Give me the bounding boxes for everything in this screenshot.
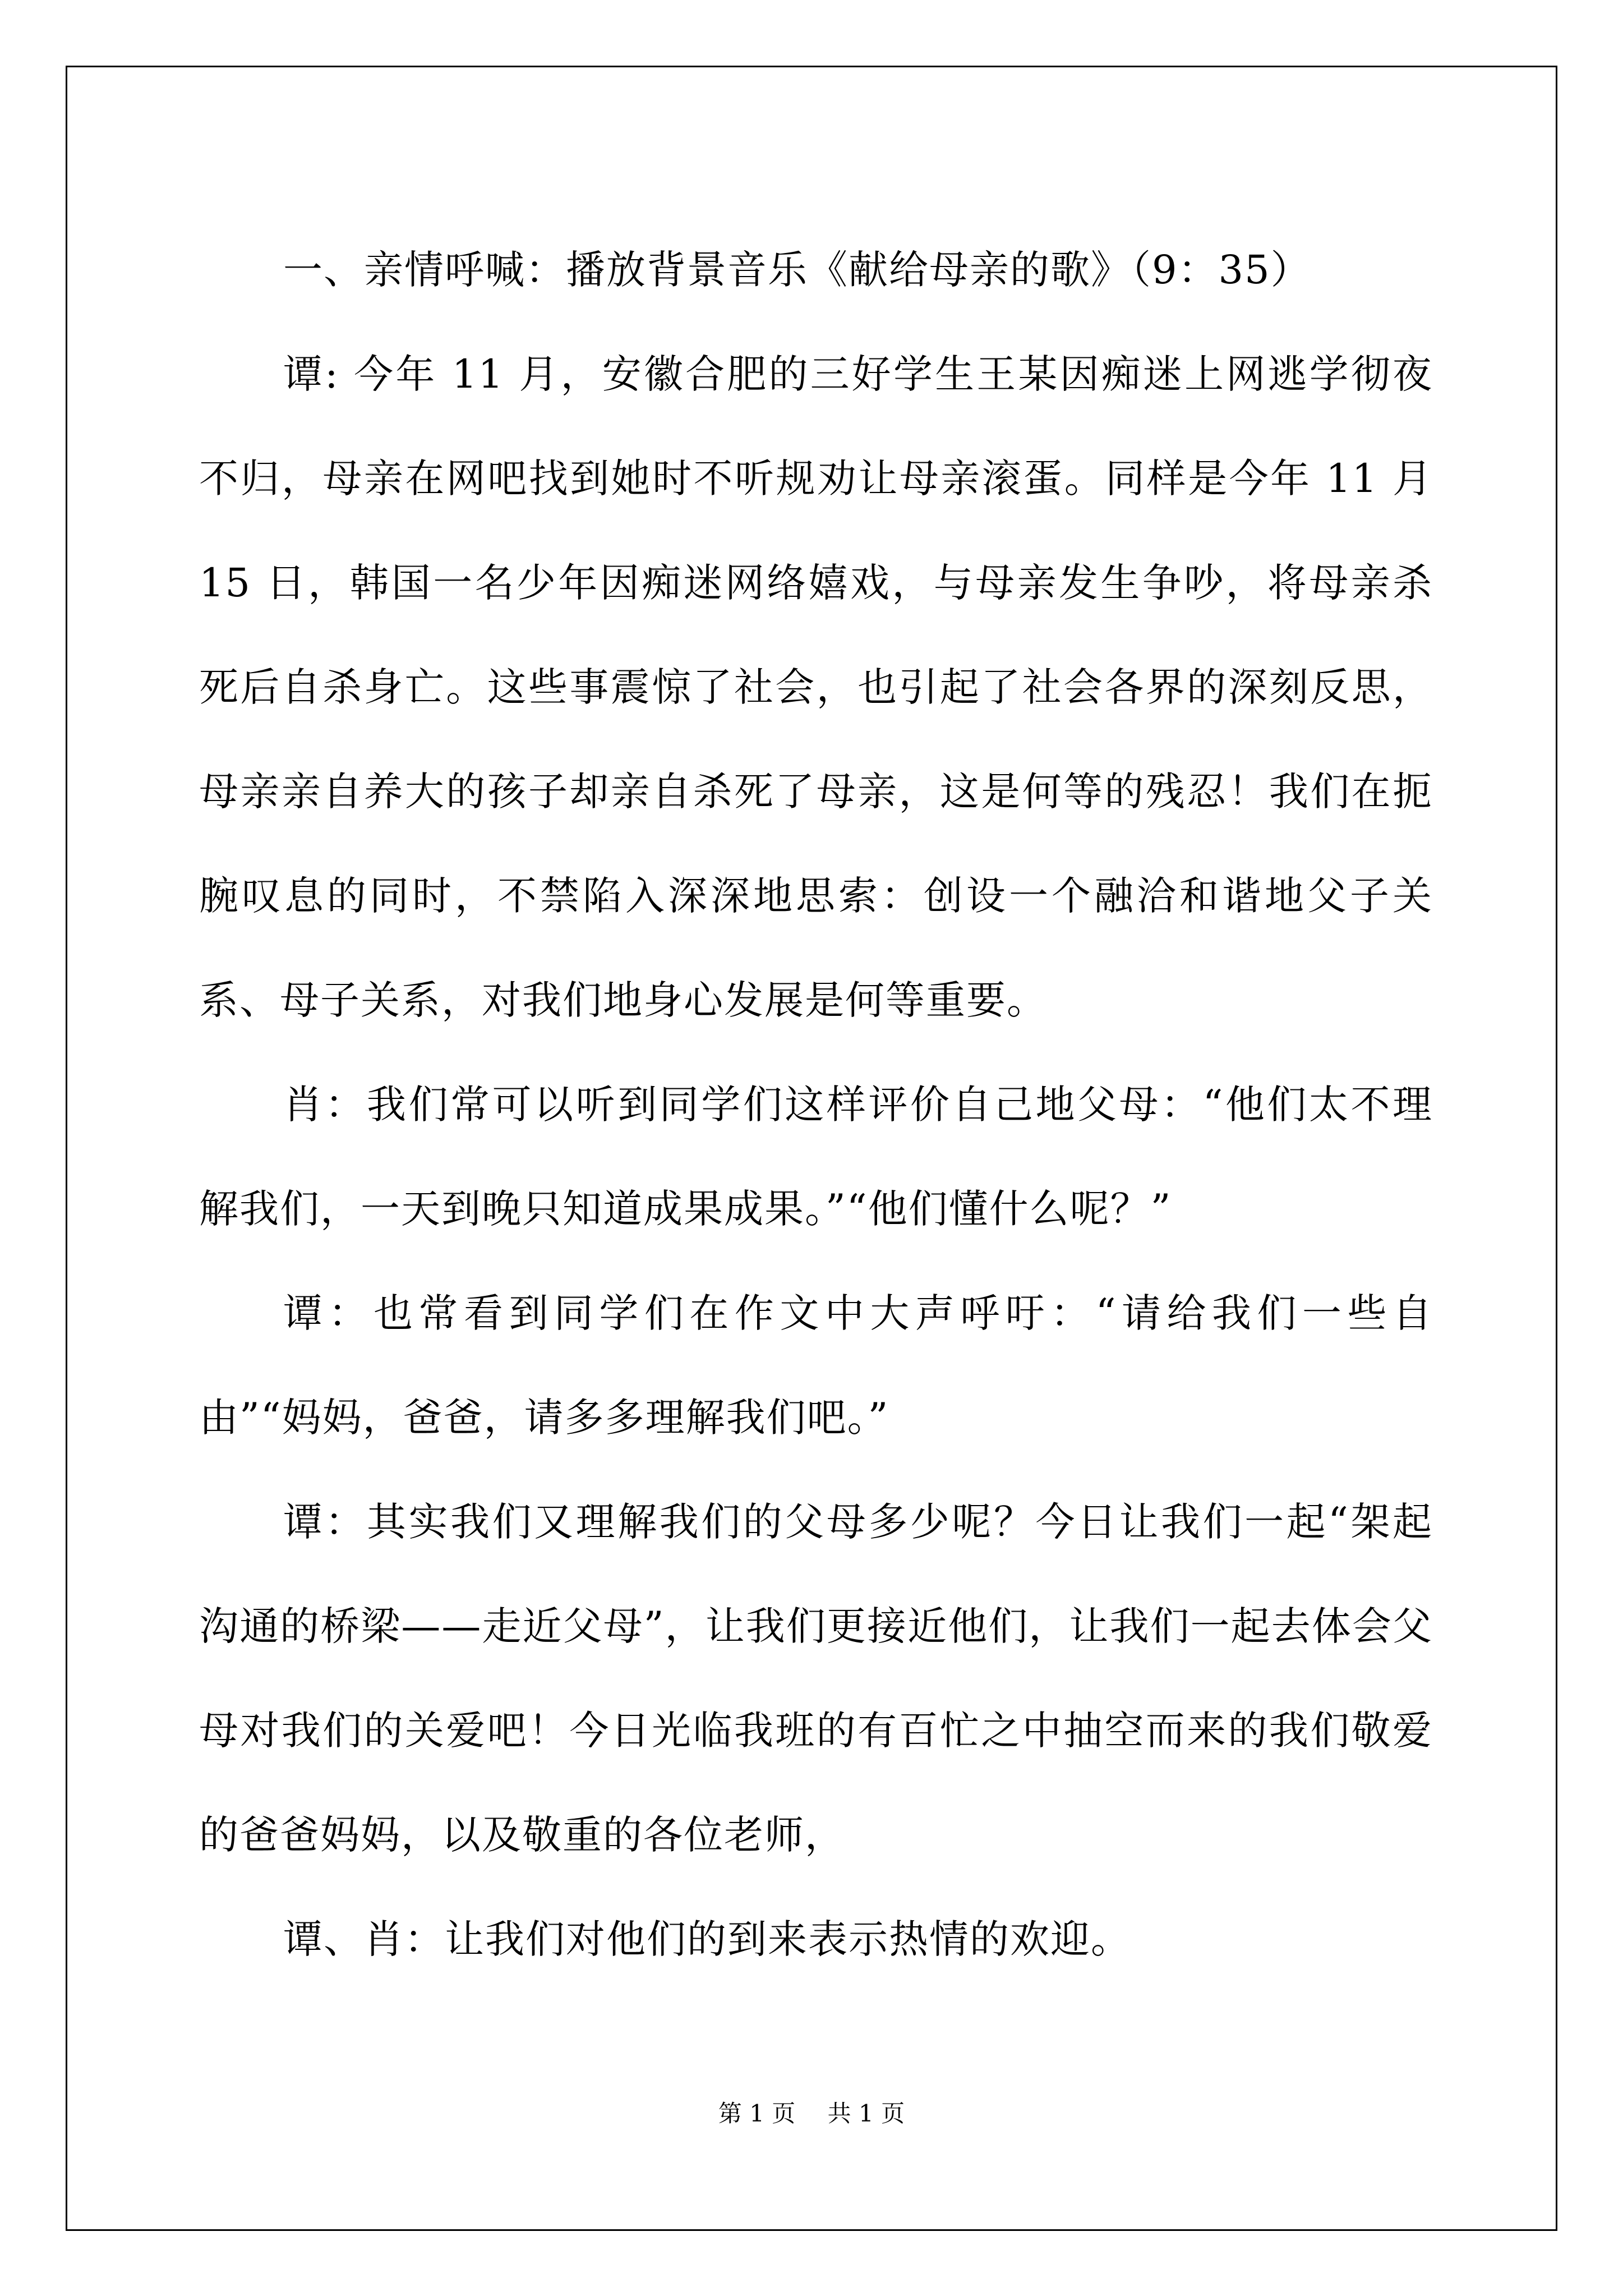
paragraph: 谭: 今年 11 月，安徽合肥的三好学生王某因痴迷上网逃学彻夜不归，母亲在网吧找到她时不听规劝让母亲滚蛋。同样是今年 11 月 15 日，韩国一名少年因痴迷网络嬉戏，与母亲发生争吵，将母亲杀死后自杀身亡。这些事震惊了社会，也引起了社会各界的深刻反思，母亲亲自养大的孩子却亲自杀死了母亲，这是何等的残忍！我们在扼腕叹息的同时，不禁陷入深深地思索：创设一个融洽和谐地父子关系、母子关系，对我们地身心发展是何等重要。: [199, 351, 1433, 1023]
paragraph-heading: 一、亲情呼喊：播放背景音乐《献给母亲的歌》（9：35）: [283, 247, 1311, 293]
page-footer: [0, 2097, 1623, 2131]
paragraph: 肖：我们常可以听到同学们这样评价自己地父母：“他们太不理解我们，一天到晚只知道成果成果。”“他们懂什么呢？”: [199, 1082, 1433, 1232]
paragraph: 谭、肖：让我们对他们的到来表示热情的欢迎。: [283, 1916, 1131, 1962]
paragraph: 谭：其实我们又理解我们的父母多少呢？今日让我们一起“架起沟通的桥梁——走近父母”，让我们更接近他们，让我们一起去体会父母对我们的关爱吧！今日光临我班的有百忙之中抽空而来的我们敬爱的爸爸妈妈，以及敬重的各位老师，: [199, 1499, 1433, 1858]
paragraph: 谭：也常看到同学们在作文中大声呼吁：“请给我们一些自由”“妈妈，爸爸，请多多理解我们吧。”: [199, 1290, 1433, 1441]
page-total: 共 1 页: [827, 2100, 905, 2127]
document-body: [199, 218, 1433, 1991]
page-number: 第 1 页: [718, 2100, 796, 2127]
